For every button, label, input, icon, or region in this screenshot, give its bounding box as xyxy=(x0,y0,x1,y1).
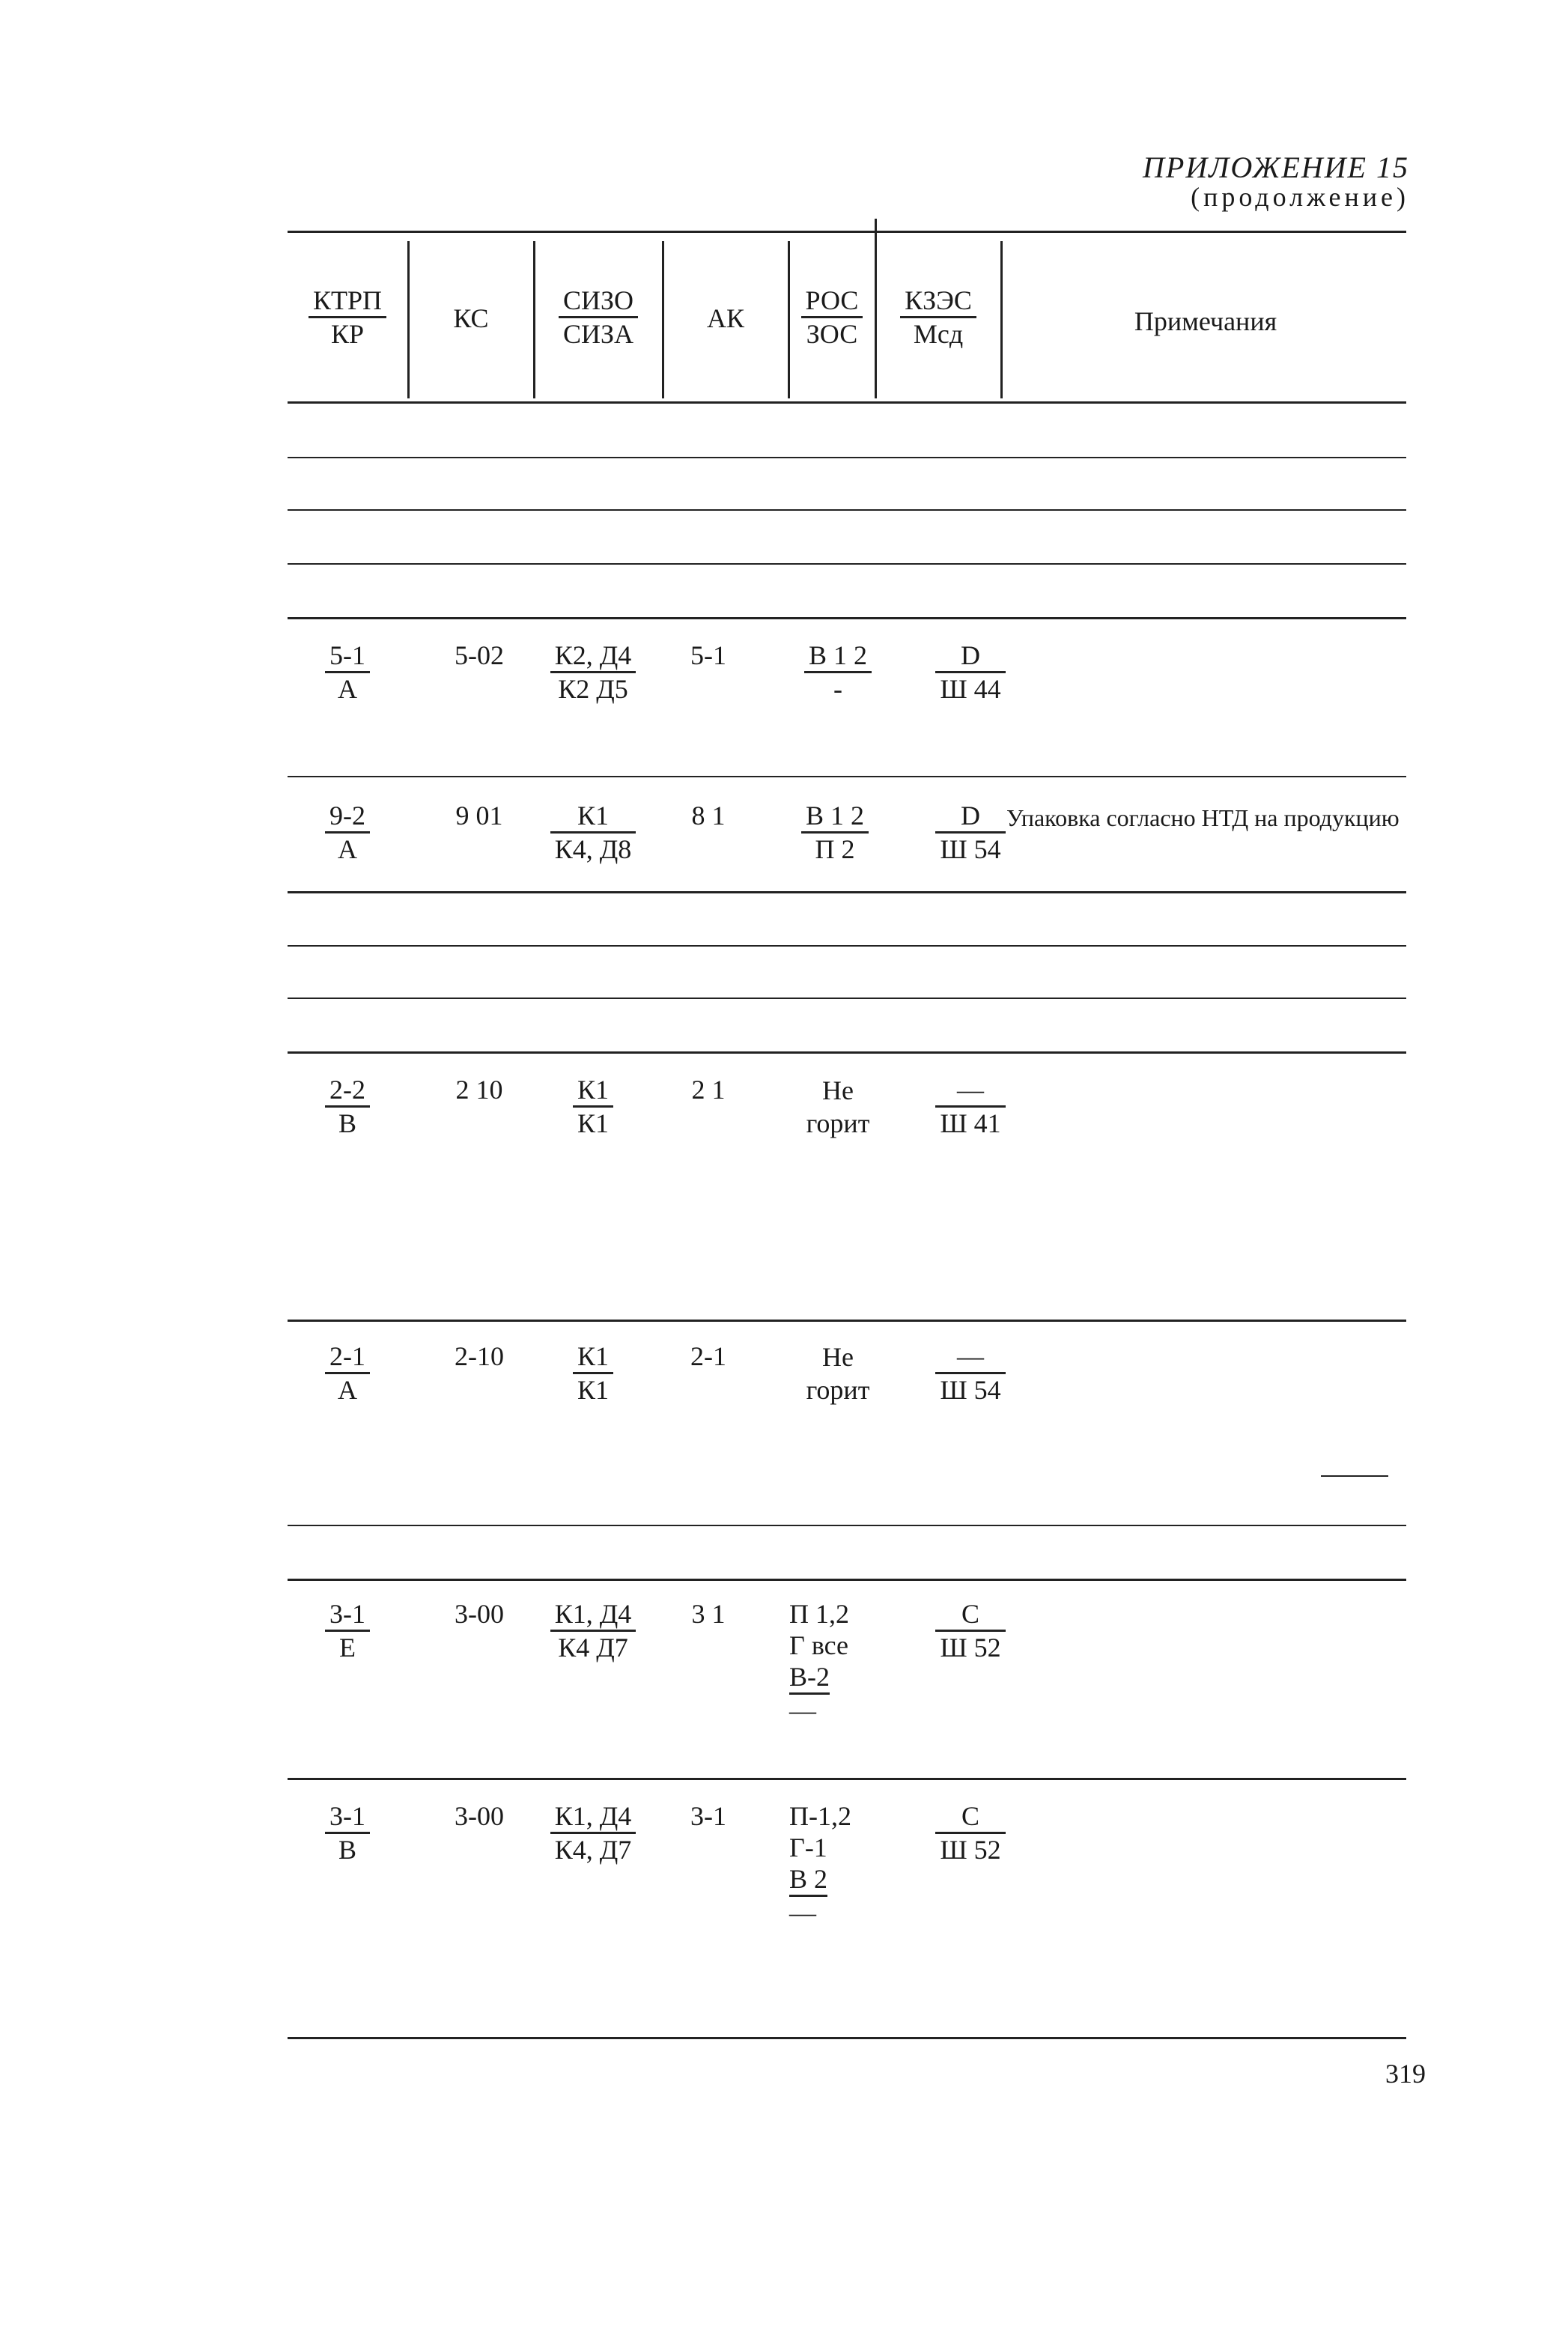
row-5-kr: Е xyxy=(339,1633,356,1663)
header-kzes: КЗЭС xyxy=(900,285,976,318)
row-6-kzes-msd xyxy=(918,1800,1023,1865)
row-6-ros-line4: — xyxy=(789,1898,816,1928)
header-zos: ЗОС xyxy=(806,319,858,349)
row-2-ktrp: 9-2 xyxy=(325,800,370,834)
row-2-zos: П 2 xyxy=(815,834,855,864)
header-siza: СИЗА xyxy=(562,319,634,349)
row-2-kzes: D xyxy=(935,800,1005,834)
row-1-msd: Ш 44 xyxy=(940,674,1001,704)
header-kzes-msd xyxy=(876,285,1000,350)
table-top-rule xyxy=(288,231,1406,233)
row-4-ktrp-kr xyxy=(288,1340,407,1406)
row-4-kzes-msd xyxy=(918,1340,1023,1406)
row-5-ros-line3: В-2 xyxy=(789,1661,830,1695)
row-5-kzes: С xyxy=(935,1598,1005,1632)
row-2-note: Упаковка согласно НТД на продукцию xyxy=(1006,804,1400,831)
row-3-sizo-siza xyxy=(526,1074,660,1139)
row-2-ktrp-kr xyxy=(288,800,407,865)
row-2-siza: К4, Д8 xyxy=(554,834,632,864)
row-2-ak: 8 1 xyxy=(691,801,726,831)
header-ktrp-kr xyxy=(288,285,407,350)
header-kr: КР xyxy=(330,319,365,349)
row-6-kr: В xyxy=(338,1835,356,1865)
row-1-kr: А xyxy=(338,674,357,704)
blank-row-rule xyxy=(288,998,1406,999)
row-3-msd: Ш 41 xyxy=(940,1108,1001,1138)
blank-row-rule xyxy=(288,563,1406,565)
row-6-sizo-siza xyxy=(526,1800,660,1865)
row-3-zos: горит xyxy=(806,1108,870,1138)
row-rule xyxy=(288,1778,1406,1780)
row-rule xyxy=(288,776,1406,777)
row-3-kr: В xyxy=(338,1108,356,1138)
short-rule xyxy=(1321,1475,1388,1477)
row-1-ak: 5-1 xyxy=(690,640,726,670)
row-4-ros: Не xyxy=(822,1342,854,1372)
row-5-ros-zos xyxy=(789,1598,887,1726)
row-3-ros: Не xyxy=(822,1075,854,1105)
header-ak: АК xyxy=(706,303,744,333)
row-3-ks: 2 10 xyxy=(455,1075,503,1105)
row-4-sizo-siza xyxy=(526,1340,660,1406)
row-6-kzes: С xyxy=(935,1800,1005,1834)
row-2-ros-zos xyxy=(779,800,891,865)
row-rule xyxy=(288,1579,1406,1581)
row-5-ks: 3-00 xyxy=(455,1599,504,1629)
row-3-kzes-msd xyxy=(918,1074,1023,1139)
row-6-ktrp: 3-1 xyxy=(325,1800,370,1834)
row-5-ros: П 1,2 xyxy=(789,1599,849,1629)
row-6-msd: Ш 52 xyxy=(940,1835,1001,1865)
row-3-ktrp: 2-2 xyxy=(325,1074,370,1108)
row-1-kzes-msd xyxy=(918,640,1023,705)
row-2-sizo-siza xyxy=(526,800,660,865)
row-rule xyxy=(288,1320,1406,1322)
row-1-kzes: D xyxy=(935,640,1005,673)
row-6-zos: Г-1 xyxy=(789,1833,827,1862)
row-6-ks: 3-00 xyxy=(455,1801,504,1831)
row-4-siza: К1 xyxy=(577,1375,609,1405)
row-1-siza: К2 Д5 xyxy=(558,674,628,704)
header-bottom-rule xyxy=(288,401,1406,404)
row-1-ktrp: 5-1 xyxy=(325,640,370,673)
row-rule xyxy=(288,891,1406,893)
header-ks: КС xyxy=(453,303,489,333)
row-5-ros-line4: — xyxy=(789,1695,816,1725)
row-6-ros: П-1,2 xyxy=(789,1801,851,1831)
row-rule xyxy=(288,1525,1406,1526)
row-2-sizo: К1 xyxy=(550,800,636,834)
row-1-zos: - xyxy=(833,674,842,704)
header-notes: Примечания xyxy=(1134,306,1277,336)
row-4-ktrp: 2-1 xyxy=(325,1340,370,1374)
row-3-sizo: К1 xyxy=(573,1074,613,1108)
row-4-ak: 2-1 xyxy=(690,1341,726,1371)
appendix-title: ПРИЛОЖЕНИЕ 15 xyxy=(1143,151,1409,184)
row-3-kzes: — xyxy=(935,1074,1005,1108)
header-ros: РОС xyxy=(801,285,863,318)
row-4-ks: 2-10 xyxy=(455,1341,504,1371)
header-sizo-siza xyxy=(535,285,662,350)
table-bottom-rule xyxy=(288,2037,1406,2039)
row-6-ktrp-kr xyxy=(288,1800,407,1865)
row-4-zos: горит xyxy=(806,1375,870,1405)
page-number: 319 xyxy=(1385,2059,1426,2089)
row-1-ros: В 1 2 xyxy=(804,640,872,673)
blank-row-rule xyxy=(288,509,1406,511)
row-4-ros-zos xyxy=(789,1340,887,1406)
row-5-ktrp-kr xyxy=(288,1598,407,1663)
row-6-ros-line3: В 2 xyxy=(789,1863,827,1897)
row-rule xyxy=(288,617,1406,619)
blank-row-rule xyxy=(288,945,1406,947)
header-ros-zos xyxy=(789,285,875,350)
column-divider xyxy=(1000,241,1003,398)
row-1-ktrp-kr xyxy=(288,640,407,705)
row-4-kzes: — xyxy=(935,1340,1005,1374)
header-ktrp: КТРП xyxy=(309,285,386,318)
row-6-ak: 3-1 xyxy=(690,1801,726,1831)
row-6-ros-zos xyxy=(789,1800,887,1928)
row-5-kzes-msd xyxy=(918,1598,1023,1663)
row-4-sizo: К1 xyxy=(573,1340,613,1374)
row-5-sizo-siza xyxy=(526,1598,660,1663)
row-1-ros-zos xyxy=(789,640,887,705)
row-3-ros-zos xyxy=(789,1074,887,1140)
row-3-ak: 2 1 xyxy=(691,1075,726,1105)
row-2-kr: А xyxy=(338,834,357,864)
row-4-kr: А xyxy=(338,1375,357,1405)
blank-row-rule xyxy=(288,457,1406,458)
row-2-ks: 9 01 xyxy=(455,801,503,831)
row-5-sizo: К1, Д4 xyxy=(550,1598,636,1632)
row-1-ks: 5-02 xyxy=(455,640,504,670)
row-2-msd: Ш 54 xyxy=(940,834,1001,864)
row-2-ros: В 1 2 xyxy=(801,800,869,834)
row-1-sizo: К2, Д4 xyxy=(550,640,636,673)
row-1-sizo-siza xyxy=(526,640,660,705)
row-6-sizo: К1, Д4 xyxy=(550,1800,636,1834)
appendix-subtitle: (продолжение) xyxy=(1191,182,1409,212)
header-msd: Мсд xyxy=(913,319,964,349)
row-4-msd: Ш 54 xyxy=(940,1375,1001,1405)
row-5-ktrp: 3-1 xyxy=(325,1598,370,1632)
header-sizo: СИЗО xyxy=(559,285,638,318)
row-5-siza: К4 Д7 xyxy=(558,1633,628,1663)
row-6-siza: К4, Д7 xyxy=(554,1835,632,1865)
row-3-ktrp-kr xyxy=(288,1074,407,1139)
row-5-ak: 3 1 xyxy=(691,1599,726,1629)
row-5-zos: Г все xyxy=(789,1630,848,1660)
row-5-msd: Ш 52 xyxy=(940,1633,1001,1663)
row-rule xyxy=(288,1051,1406,1054)
row-3-siza: К1 xyxy=(577,1108,609,1138)
